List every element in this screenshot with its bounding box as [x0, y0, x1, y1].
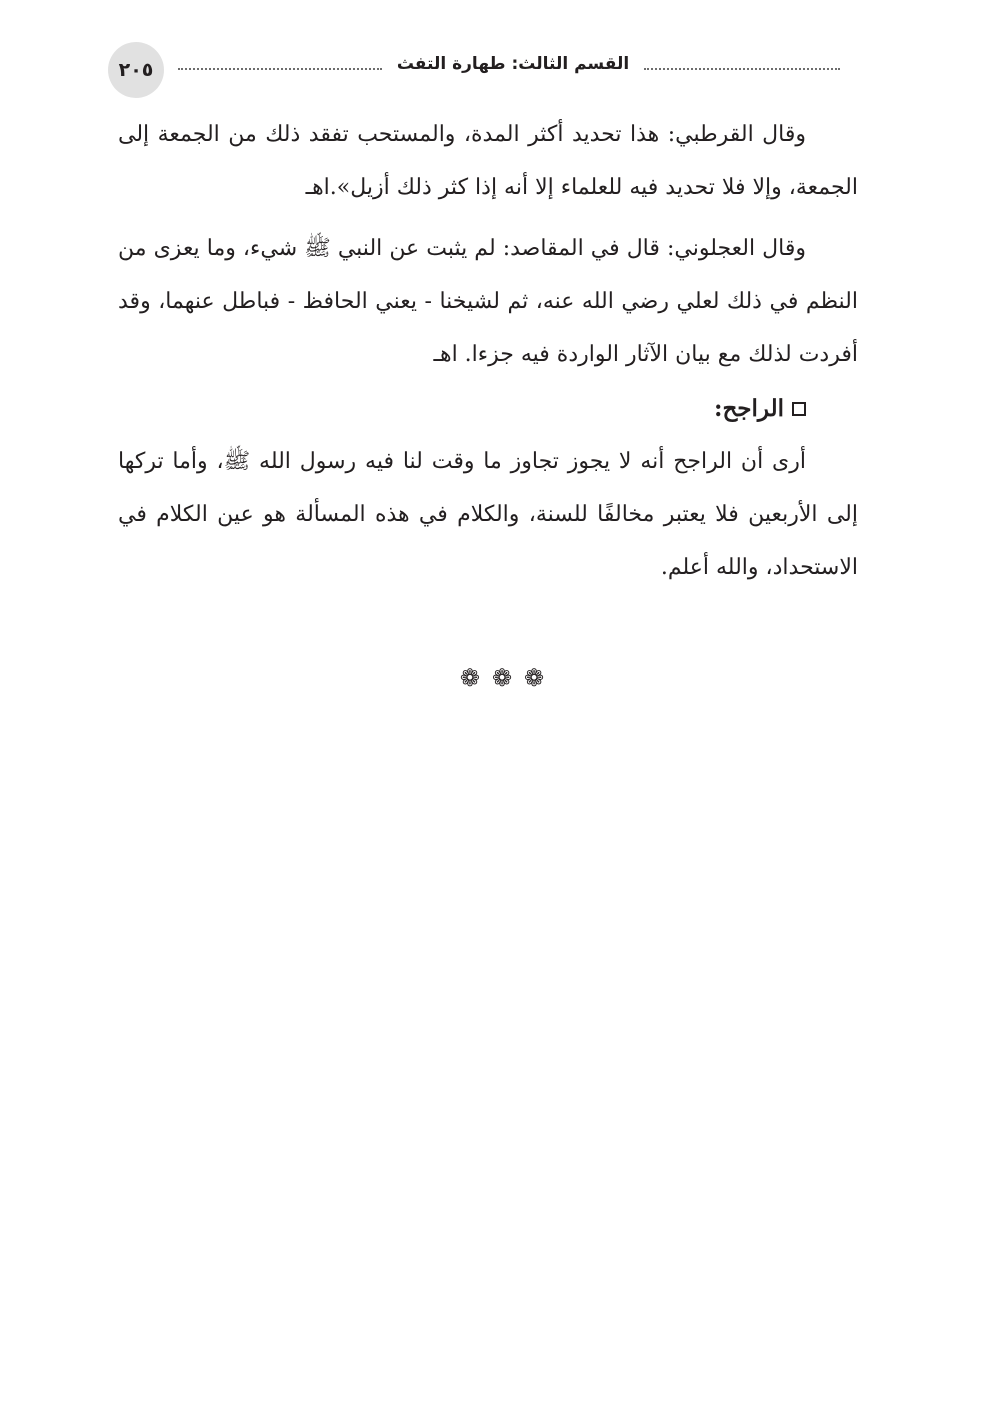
page-header: [108, 40, 848, 98]
page-number-badge: ٢٠٥: [108, 42, 164, 98]
page-body: [118, 108, 858, 602]
header-dotted-leader-left: [178, 68, 382, 70]
paragraph-qurtubi: وقال القرطبي: هذا تحديد أكثر المدة، والمستحب تفقد ذلك من الجمعة إلى الجمعة، وإلا فلا تحديد فيه للعلماء إلا أنه إذا كثر ذلك أزيل».اهـ: [118, 122, 858, 200]
flower-ornament-icon: ❁: [524, 664, 545, 692]
flower-ornament-icon: ❁: [459, 664, 480, 692]
section-heading: [118, 389, 858, 429]
section-heading-label: الراجح:: [713, 395, 784, 422]
paragraph-rajih: أرى أن الراجح أنه لا يجوز تجاوز ما وقت لنا فيه رسول الله ﷺ، وأما تركها إلى الأربعين فلا يعتبر مخالفًا للسنة، والكلام في هذه المسألة هو عين الكلام في الاستحداد، والله أعلم.: [118, 449, 858, 580]
header-dotted-leader-right: [644, 68, 840, 70]
paragraph-ajluni: وقال العجلوني: قال في المقاصد: لم يثبت عن النبي ﷺ شيء، وما يعزى من النظم في ذلك لعلي رضي الله عنه، ثم لشيخنا - يعني الحافظ - فباطل عنهما، وقد أفردت لذلك مع بيان الآثار الواردة فيه جزءا. اهـ: [118, 236, 858, 367]
flower-ornament-icon: ❁: [491, 664, 513, 692]
checkbox-square-icon: [792, 402, 806, 416]
running-title: القسم الثالث: طهارة التفث: [396, 54, 630, 74]
section-separator: [0, 664, 1004, 692]
